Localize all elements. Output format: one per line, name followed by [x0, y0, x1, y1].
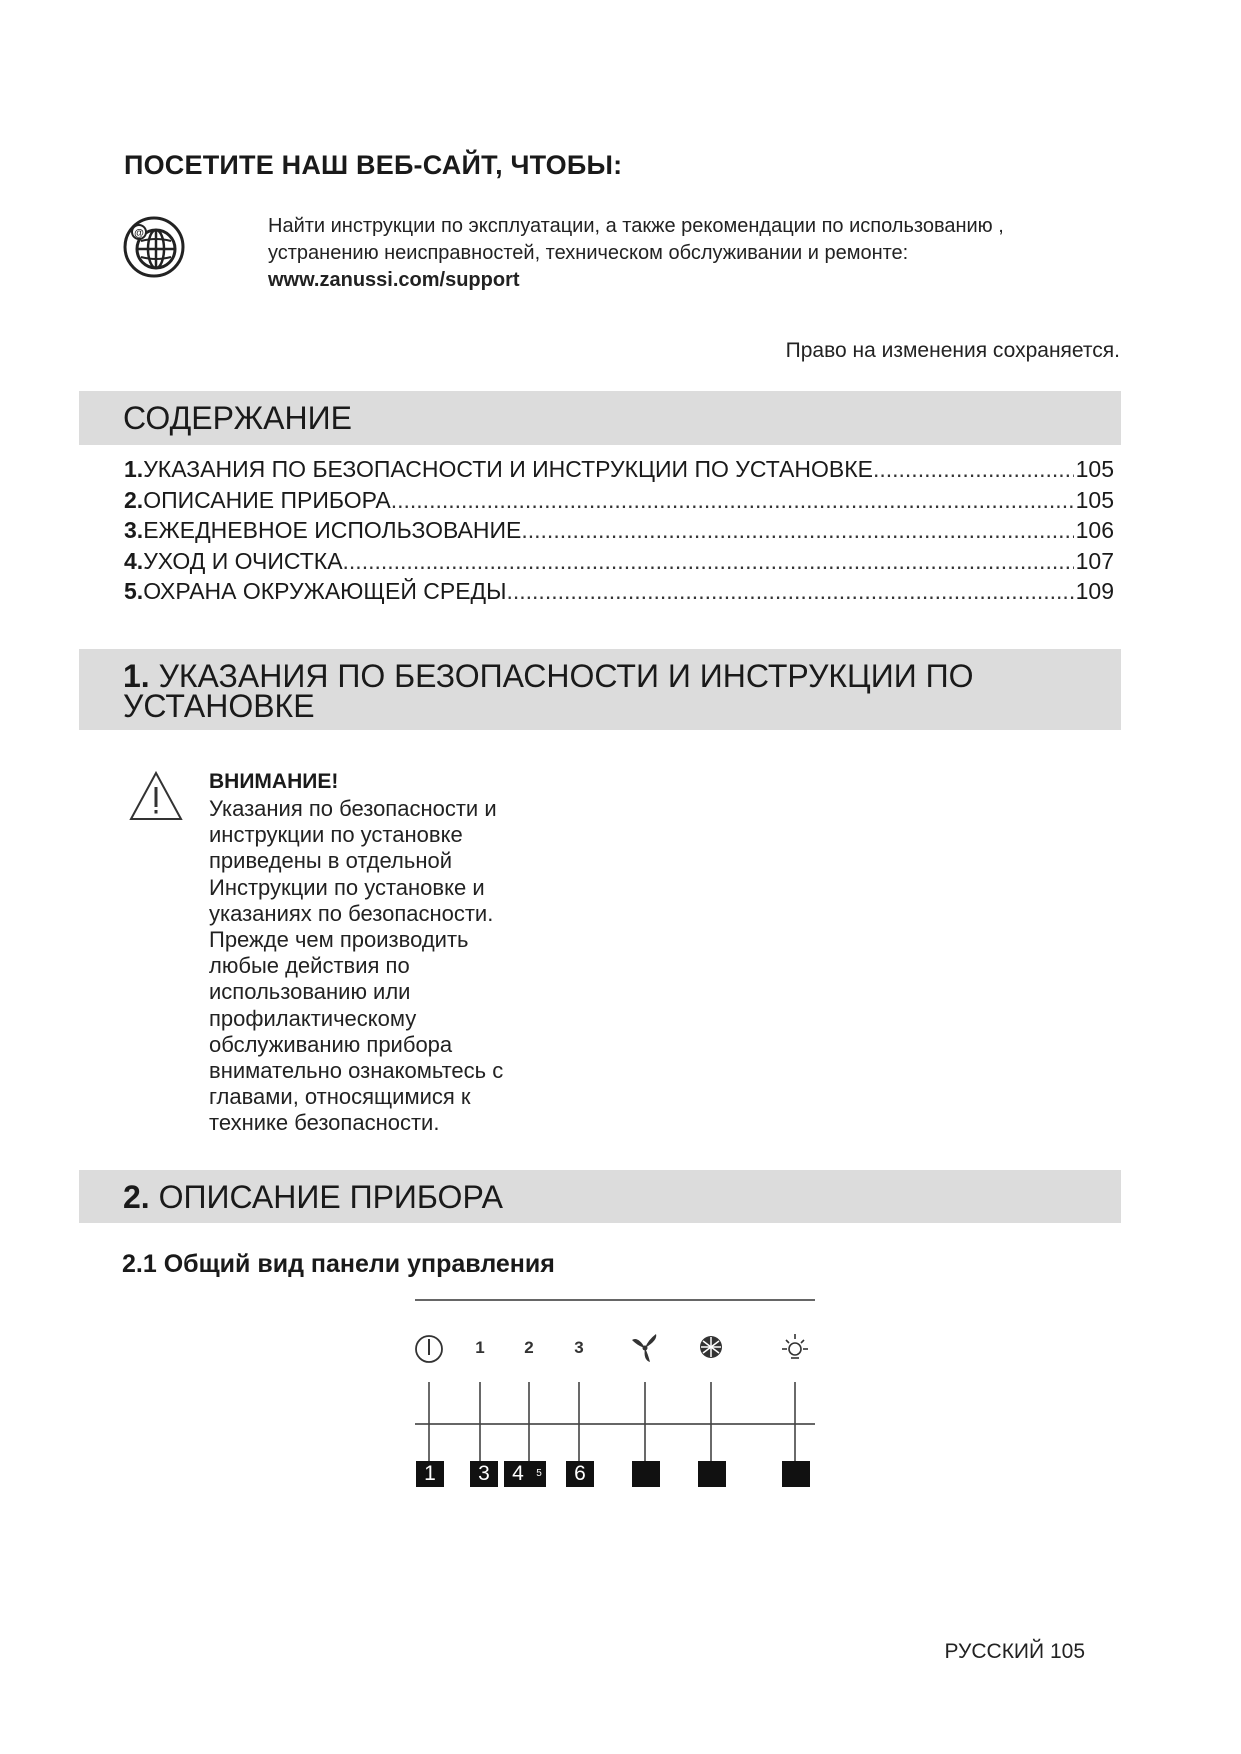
toc-item[interactable]	[124, 517, 1114, 548]
toc-leader	[873, 456, 1074, 483]
subsection-2-1-title: 2.1 Общий вид панели управления	[122, 1250, 555, 1278]
warning-line: использованию или	[209, 979, 411, 1005]
callout-1: 1	[416, 1461, 444, 1487]
toc-header-band	[79, 391, 1121, 445]
warning-line: Прежде чем производить	[209, 927, 469, 953]
callout-6: 6	[566, 1461, 594, 1487]
toc-item-page: 107	[1075, 547, 1114, 574]
section-2-header-band	[79, 1170, 1121, 1223]
callout-8	[698, 1461, 726, 1487]
toc-leader	[521, 517, 1073, 544]
globe-icon	[122, 215, 186, 279]
warning-line: обслуживанию прибора	[209, 1031, 453, 1057]
warning-title: ВНИМАНИЕ!	[209, 770, 339, 793]
visit-line-2: устранению неисправностей, техническом обслуживании и ремонте:	[268, 242, 909, 264]
toc-item-label: ОХРАНА ОКРУЖАЮЩЕЙ СРЕДЫ	[143, 578, 507, 604]
speed-2-label: 2	[524, 1338, 534, 1357]
section-1-title-line-2: УСТАНОВКЕ	[123, 688, 315, 724]
warning-line: указаниях по безопасности.	[209, 900, 494, 926]
callout-9	[782, 1461, 810, 1487]
toc-item-page: 105	[1075, 486, 1114, 513]
callout-5: 5	[532, 1461, 546, 1487]
fan-boost-icon	[632, 1334, 656, 1362]
toc-item-number: 5.	[124, 578, 144, 604]
table-of-contents	[124, 456, 1114, 609]
visit-text	[268, 213, 1004, 294]
page-footer: РУССКИЙ 105	[944, 1640, 1085, 1663]
visit-heading: ПОСЕТИТЕ НАШ ВЕБ-САЙТ, ЧТОБЫ:	[124, 150, 623, 180]
power-icon	[416, 1336, 442, 1362]
warning-line: технике безопасности.	[209, 1110, 440, 1136]
section-1-title	[123, 658, 974, 724]
callout-4: 4	[504, 1461, 532, 1487]
toc-item-number: 4.	[124, 547, 144, 574]
toc-leader	[343, 548, 1074, 575]
warning-line: главами, относящимися к	[209, 1084, 471, 1110]
toc-item-number: 3.	[124, 517, 144, 543]
section-2-title	[123, 1179, 503, 1215]
section-2-title-text: ОПИСАНИЕ ПРИБОРА	[149, 1179, 503, 1215]
toc-item-page: 105	[1075, 456, 1114, 482]
speed-3-label: 3	[574, 1338, 584, 1357]
toc-item[interactable]	[124, 548, 1114, 579]
section-1-header-band	[79, 649, 1121, 730]
toc-item-page: 106	[1075, 517, 1114, 543]
warning-line: профилактическому	[209, 1005, 417, 1031]
toc-item-label: УХОД И ОЧИСТКА	[143, 547, 343, 574]
svg-text:@: @	[134, 228, 144, 239]
rights-notice: Право на изменения сохраняется.	[785, 339, 1120, 362]
section-1-number: 1.	[123, 658, 150, 694]
callout-7	[632, 1461, 660, 1487]
warning-line: внимательно ознакомьтесь с	[209, 1058, 504, 1084]
support-link[interactable]: www.zanussi.com/support	[268, 269, 520, 291]
toc-item-number: 1.	[124, 456, 144, 482]
warning-line: Указания по безопасности и	[209, 796, 497, 821]
toc-leader	[506, 578, 1073, 605]
warning-icon	[128, 770, 184, 822]
section-2-number: 2.	[123, 1179, 150, 1215]
filter-icon	[700, 1336, 722, 1358]
toc-item-label: УКАЗАНИЯ ПО БЕЗОПАСНОСТИ И ИНСТРУКЦИИ ПО УСТАНОВКЕ	[143, 456, 873, 482]
warning-line: любые действия по	[209, 953, 410, 979]
speed-1-label: 1	[475, 1338, 485, 1357]
toc-item[interactable]	[124, 456, 1114, 487]
toc-item-number: 2.	[124, 486, 144, 513]
visit-line-1: Найти инструкции по эксплуатации, а также рекомендации по использованию ,	[268, 215, 1004, 237]
warning-line: Инструкции по установке и	[209, 874, 485, 900]
section-1-title-line-1: УКАЗАНИЯ ПО БЕЗОПАСНОСТИ И ИНСТРУКЦИИ ПО	[149, 658, 974, 694]
toc-item-label: ЕЖЕДНЕВНОЕ ИСПОЛЬЗОВАНИЕ	[143, 517, 522, 543]
light-icon	[782, 1334, 808, 1358]
toc-item-page: 109	[1075, 578, 1114, 604]
warning-line: инструкции по установке	[209, 822, 463, 848]
toc-leader	[391, 487, 1074, 514]
toc-item[interactable]	[124, 578, 1114, 609]
callout-3: 3	[470, 1461, 498, 1487]
toc-item-label: ОПИСАНИЕ ПРИБОРА	[143, 486, 391, 513]
toc-item[interactable]	[124, 487, 1114, 518]
warning-line: приведены в отдельной	[209, 848, 452, 874]
toc-title: СОДЕРЖАНИЕ	[123, 400, 352, 436]
warning-text	[209, 796, 539, 1137]
